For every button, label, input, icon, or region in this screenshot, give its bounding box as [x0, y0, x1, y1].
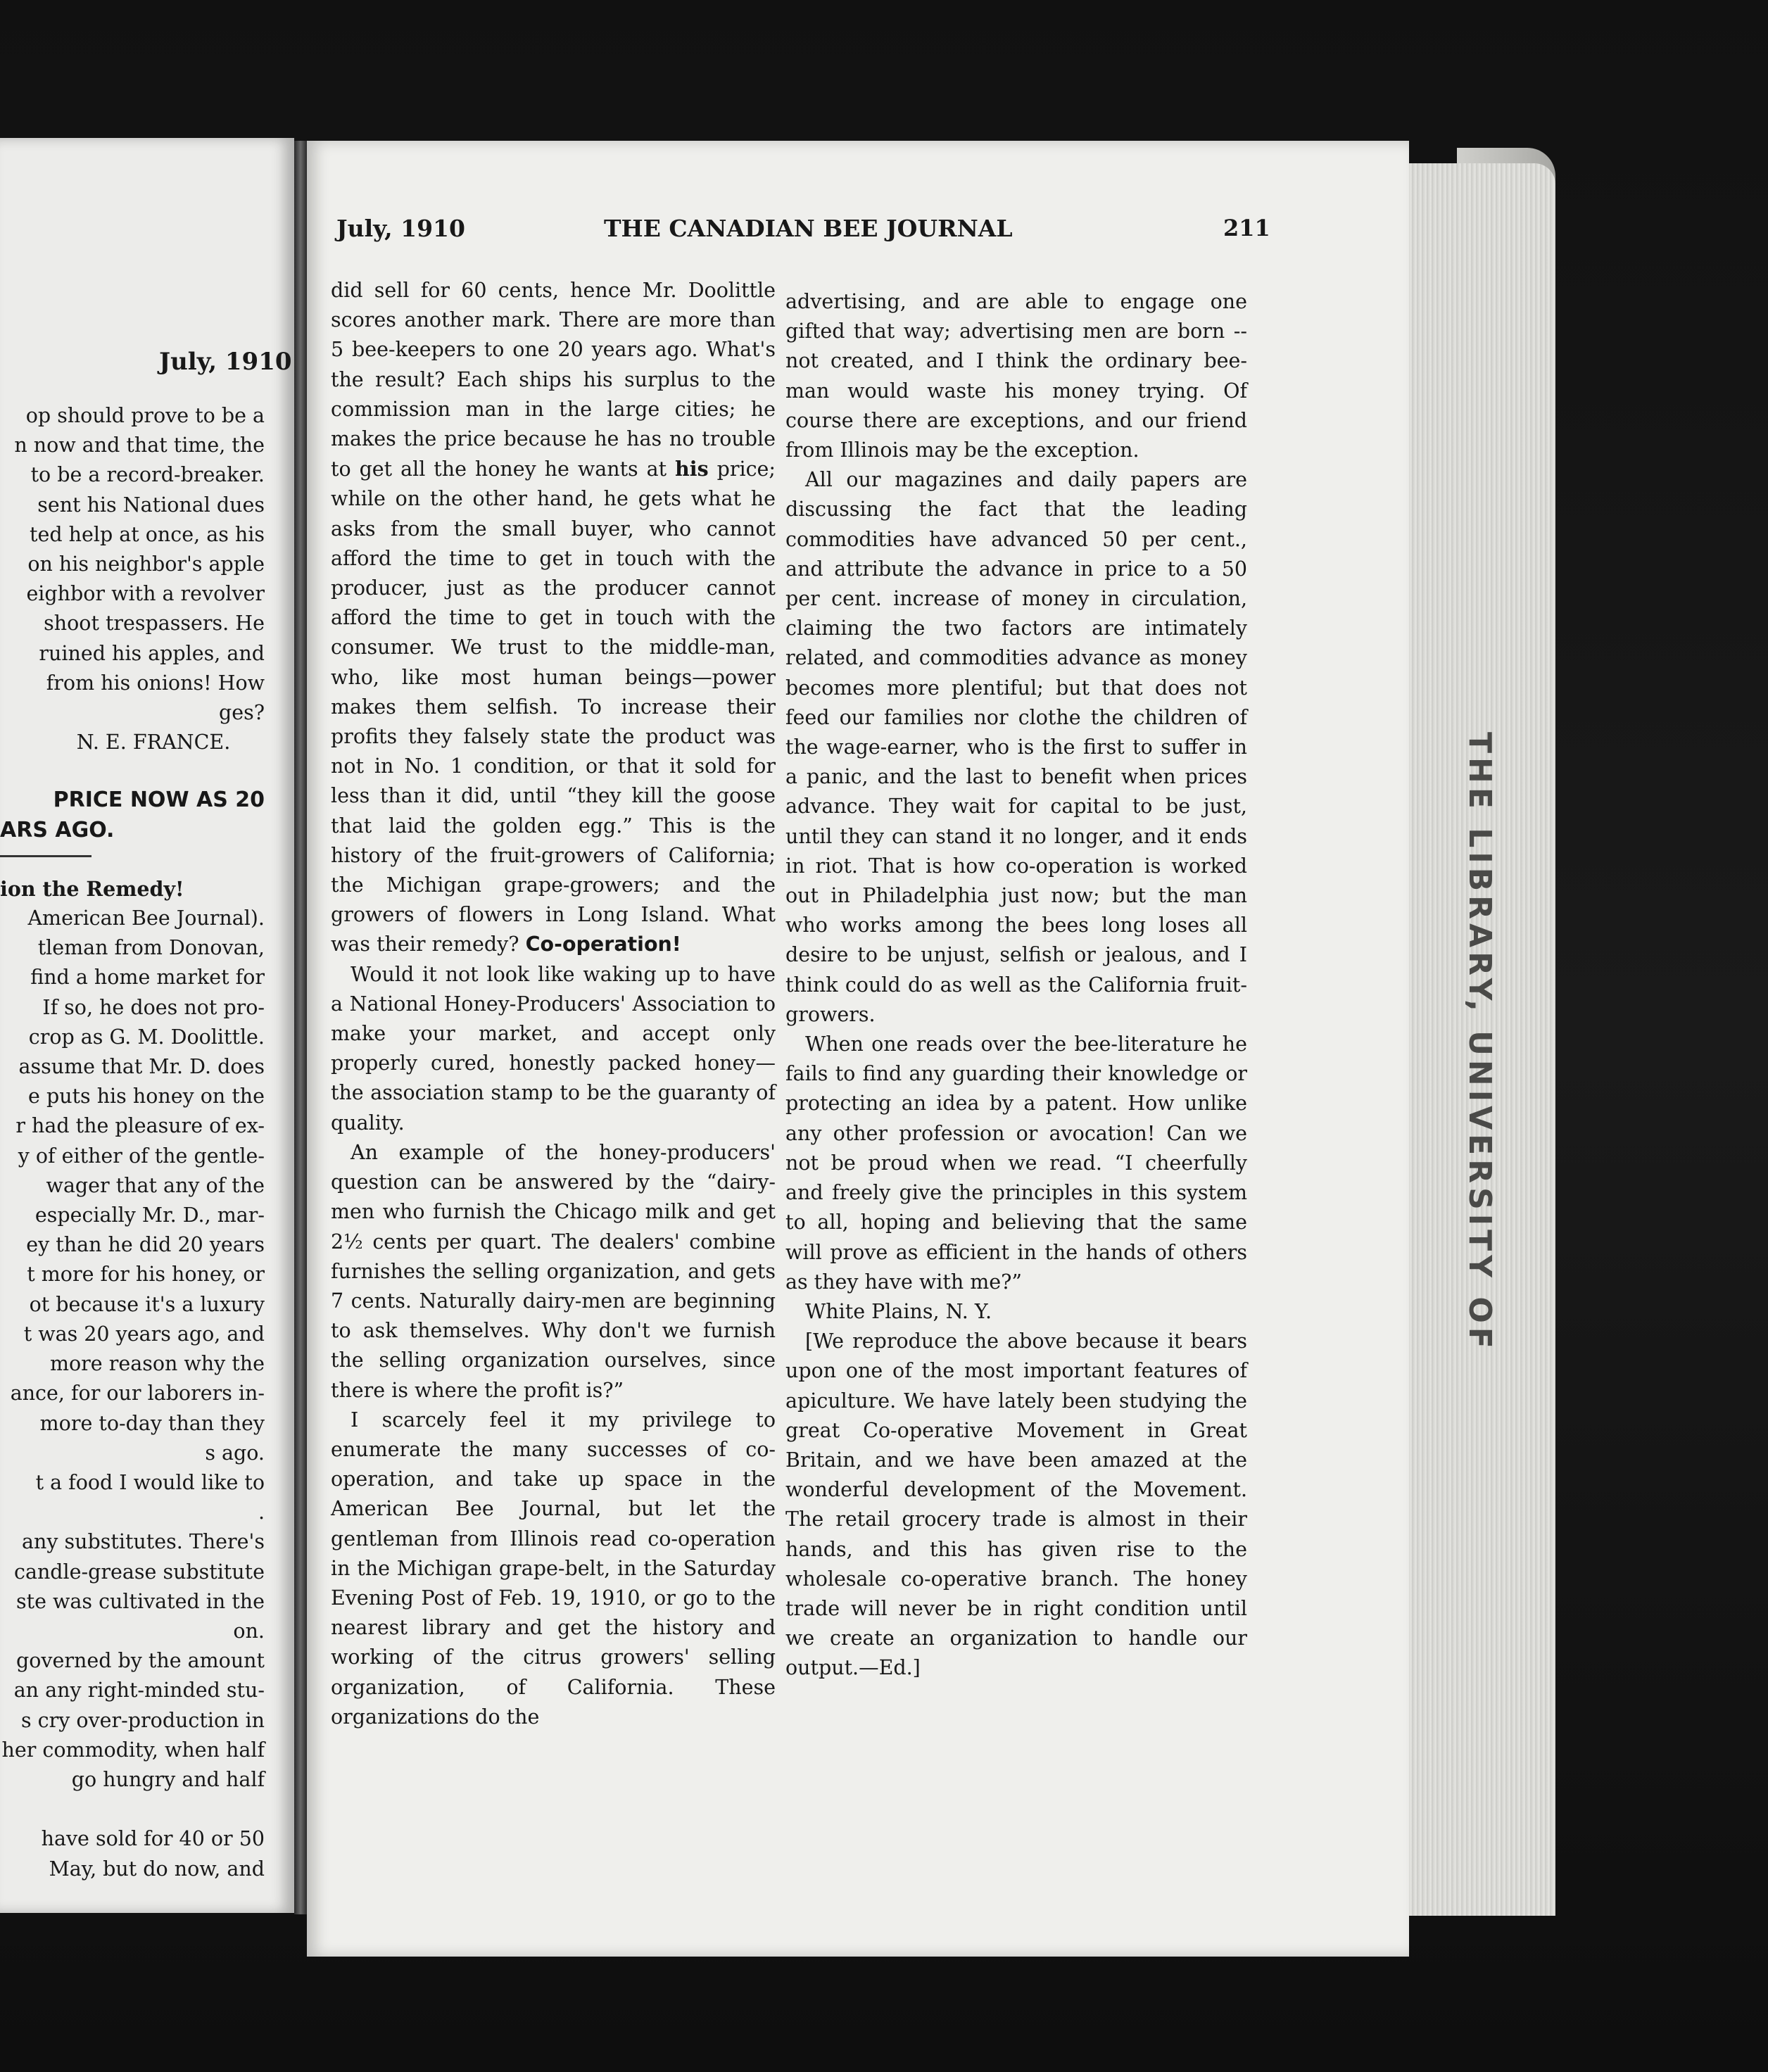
paragraph: When one reads over the bee-literature he fails to find any guarding their knowledge or protecting an idea by a patent. How unlike any other profession or avocation! Can we not be proud when we read. “I cheerfully and freely give the principles in this system to all, hoping and believing that the same will prove as efficient in the hands of others as they have with me?”: [785, 1032, 1247, 1294]
left-page: [0, 138, 294, 1913]
left-page-line: t was 20 years ago, and: [23, 1322, 265, 1346]
journal-title: THE CANADIAN BEE JOURNAL: [604, 215, 1013, 242]
left-page-line: especially Mr. D., mar-: [34, 1204, 265, 1227]
paragraph: Would it not look like waking up to have a National Honey-Producers' Association to make your market, and accept only properly cured, honestly packed honey—the association stamp to be the guaranty of quality.: [331, 962, 776, 1135]
left-page-line: ance, for our laborers in-: [10, 1382, 265, 1405]
left-page-line: t a food I would like to: [35, 1470, 265, 1494]
left-page-line: n now and that time, the: [14, 434, 265, 457]
left-page-line: more reason why the: [50, 1352, 265, 1376]
left-page-line: more to-day than they: [39, 1411, 265, 1435]
left-page-line: ruined his apples, and: [39, 641, 265, 665]
editor-note: [We reproduce the above because it bears upon one of the most important features of apiculture. We have lately been studying the great Co-operative Movement in Great Britain, and we have been amazed at the wonderful development of the Movement. The retail grocery trade is almost in their hands, and this has given rise to the wholesale co-operative branch. The honey trade will never be in right condition until we create an organization to handle our output.—Ed.]: [785, 1329, 1247, 1680]
left-page-line: on his neighbor's apple: [27, 552, 265, 576]
page-number: 211: [1223, 215, 1270, 241]
left-page-line: ey than he did 20 years: [26, 1233, 265, 1257]
left-page-line: find a home market for: [30, 966, 265, 990]
left-page-line: eighbor with a revolver: [26, 582, 265, 606]
left-page-line: have sold for 40 or 50: [41, 1827, 265, 1851]
left-page-line: sent his National dues: [37, 493, 265, 517]
library-stamp: THE LIBRARY, UNIVERSITY OF: [1462, 732, 1498, 1353]
left-page-line: t more for his honey, or: [27, 1263, 265, 1287]
left-page-line: from his onions! How: [46, 671, 265, 695]
paragraph: advertising, and are able to engage one gifted that way; advertising men are born --not created, and I think the ordinary bee-man would waste his money trying. Of course there are exceptions, and our friend from Illinois may be the exception.: [785, 290, 1247, 462]
left-page-line: ot because it's a luxury: [29, 1292, 265, 1316]
left-page-line: American Bee Journal).: [27, 906, 265, 930]
left-page-heading-line2: ARS AGO.: [0, 817, 115, 842]
left-page-line: crop as G. M. Doolittle.: [28, 1025, 265, 1049]
left-page-line: ste was cultivated in the: [16, 1589, 265, 1613]
left-page-line: governed by the amount: [16, 1649, 265, 1673]
left-page-line: r had the pleasure of ex-: [15, 1114, 265, 1138]
left-page-line: her commodity, when half: [1, 1738, 265, 1762]
left-page-line: wager that any of the: [46, 1173, 265, 1197]
paragraph: I scarcely feel it my privilege to enumerate the many successes of co-operation, and take up space in the American Bee Journal, but let the gentleman from Illinois read co-operation in the Michigan grape-belt, in the Saturday Evening Post of Feb. 19, 1910, or go to the nearest library and get the history and working of the citrus growers' selling organization, of California. These organizations do the: [331, 1408, 776, 1729]
left-page-line: .: [258, 1501, 265, 1524]
header-date: July, 1910: [336, 215, 465, 242]
left-page-line: assume that Mr. D. does: [18, 1055, 265, 1079]
book-gutter: [294, 141, 307, 1914]
left-page-date: July, 1910: [159, 348, 292, 376]
left-page-column: [0, 401, 265, 1884]
left-page-line: [0, 1795, 265, 1824]
left-page-line: an any right-minded stu-: [13, 1679, 265, 1703]
left-page-line: any substitutes. There's: [22, 1530, 265, 1554]
left-page-line: s cry over-production in: [20, 1708, 265, 1732]
left-page-line: op should prove to be a: [25, 404, 265, 427]
left-page-line: s ago.: [205, 1441, 265, 1465]
column-a: [331, 276, 776, 1732]
paragraph: All our magazines and daily papers are discussing the fact that the leading commodities have advanced 50 per cent., and attribute the advance in price to a 50 per cent. increase of money in circulation, claiming the two factors are intimately related, and commodities advance as money becomes more plentiful; but that does not feed our families nor clothe the children of the wage-earner, who is the first to suffer in a panic, and the last to benefit when prices advance. They wait for capital to be just, until they can stand it no longer, and it ends in riot. That is how co-operation is worked out in Philadelphia just now; but the man who works among the bees long loses all desire to be unjust, selfish or jealous, and I think could do as well as the California fruit-growers.: [785, 468, 1247, 1026]
left-page-line: candle-grease substitute: [14, 1560, 265, 1584]
left-page-line: May, but do now, and: [49, 1857, 265, 1881]
column-b: [785, 287, 1247, 1684]
left-page-line: y of either of the gentle-: [18, 1144, 265, 1168]
left-page-line: to be a record-breaker.: [30, 463, 265, 487]
dateline: White Plains, N. Y.: [805, 1299, 992, 1323]
paragraph: An example of the honey-producers' question can be answered by the “dairy-men who furnish the Chicago milk and get 2½ cents per quart. The dealers' combine furnishes the selling organization, and gets 7 cents. Naturally dairy-men are beginning to ask themselves. Why don't we furnish the selling organization ourselves, since there is where the profit is?”: [331, 1140, 776, 1402]
left-page-line: ges?: [218, 701, 265, 725]
left-page-line: shoot trespassers. He: [44, 612, 265, 636]
left-page-heading-line1: PRICE NOW AS 20: [53, 788, 265, 813]
left-page-line: go hungry and half: [71, 1767, 265, 1791]
left-page-signature: N. E. FRANCE.: [76, 731, 231, 754]
left-page-line: e puts his honey on the: [28, 1085, 265, 1108]
paragraph: did sell for 60 cents, hence Mr. Doolittle scores another mark. There are more than 5 bee-keepers to one 20 years ago. What's the result? Each ships his surplus to the commission man in the large cities; he makes the price because he has no trouble to get all the honey he wants at his price; while on the other hand, he gets what he asks from the small buyer, who cannot afford the time to get in touch with the producer, just as the producer cannot afford the time to get in touch with the consumer. We trust to the middle-man, who, like most human beings—power makes them selfish. To increase their profits they falsely state the product was not in No. 1 condition, or that it sold for less than it did, until “they kill the goose that laid the golden egg.” This is the history of the fruit-growers of California; the Michigan grape-growers; and the growers of flowers in Long Island. What was their remedy? Co-operation!: [331, 279, 776, 956]
left-page-subheading: ion the Remedy!: [0, 876, 184, 901]
left-page-line: tleman from Donovan,: [37, 936, 265, 960]
left-page-line: on.: [233, 1619, 265, 1643]
left-page-line: If so, he does not pro-: [42, 995, 265, 1019]
left-page-divider: [0, 855, 91, 857]
left-page-line: ted help at once, as his: [30, 522, 265, 546]
